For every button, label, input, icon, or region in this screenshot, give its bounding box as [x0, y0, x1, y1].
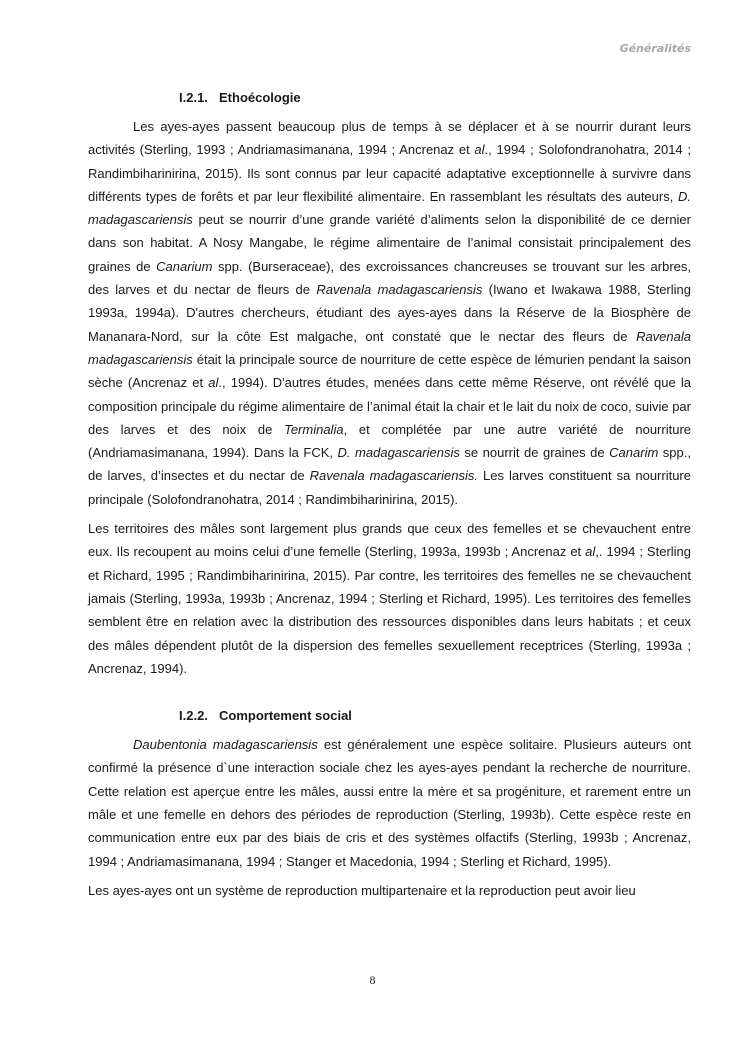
document-body — [88, 86, 691, 908]
section-heading-ethoecologie — [88, 86, 691, 109]
text-run: Les territoires des mâles sont largement plus grands que ceux des femelles et se chevauchent entre eux. Ils recoupent au moins celui d’une femelle (Sterling, 1993a, 1993b ; Ancrenaz et — [88, 521, 691, 560]
text-run: spp., de larves, d’insectes et du nectar de — [88, 445, 691, 484]
section-number: I.2.2. — [179, 708, 208, 724]
paragraph — [88, 733, 691, 873]
text-run: ,. 1994 ; Sterling et Richard, 1995 ; Randimbiharinirina, 2015). Par contre, les territoires des femelles ne se chevauchent jamais (Sterling, 1993a, 1993b ; Ancrenaz, 1994 ; Sterling et Richard, 1995). Les territoires des femelles semblent être en relation avec la distribution des ressources disponibles dans leurs habitats ; et ceux des mâles dépendent plutôt de la dispersion des femelles sexuellement receptrices (Sterling, 1993a ; Ancrenaz, 1994). — [88, 544, 692, 676]
text-run: ., 1994 ; Solofondranohatra, 2014 ; Randimbiharinirina, 2015). Ils sont connus par leur capacité adaptative exceptionnelle à survivre dans différents types de forêts et par leur flexibilité alimentaire. En rassemblant les résultats des auteurs, — [88, 142, 691, 204]
text-run: était la principale source de nourriture de cette espèce de lémurien pendant la saison sèche (Ancrenaz et — [88, 351, 691, 391]
text-run: se nourrit de graines de — [459, 445, 610, 461]
text-run: Les larves constituent sa nourriture principale (Solofondranohatra, 2014 ; Randimbiharinirina, 2015). — [88, 468, 691, 507]
text-run: peut se nourrir d’une grande variété d’aliments selon la disponibilité de ce dernier dans son habitat. A Nosy Mangabe, le régime alimentaire de l’animal consistait principalement des graines de — [88, 212, 691, 274]
italic-text: D. madagascariensis — [337, 445, 460, 461]
page-number: 8 — [369, 973, 376, 987]
italic-text: al — [474, 142, 485, 158]
section-number: I.2.1. — [179, 90, 208, 105]
italic-text: Terminalia — [284, 421, 344, 437]
italic-text: al — [208, 375, 219, 391]
italic-text: Canarium — [156, 258, 213, 274]
italic-text: Ravenala madagascariensis — [316, 282, 483, 298]
text-run: (Iwano et Iwakawa 1988, Sterling 1993a, 1994a). D'autres chercheurs, étudiant des ayes-ayes dans la Réserve de la Biosphère de Mananara-Nord, sur la côte Est malgache, ont constaté que le nectar des fleurs de — [88, 282, 691, 344]
text-run: Les ayes-ayes passent beaucoup plus de temps à se déplacer et à se nourrir durant leurs activités (Sterling, 1993 ; Andriamasimanana, 1994 ; Ancrenaz et — [88, 119, 691, 158]
paragraph — [88, 517, 691, 680]
text-run: , et complétée par une autre variété de nourriture (Andriamasimanana, 1994). Dans la FCK, — [88, 421, 691, 461]
section-heading-comportement-social — [88, 704, 691, 727]
italic-text: Daubentonia madagascariensis — [133, 737, 318, 753]
paragraph — [88, 879, 691, 902]
section-title: Ethoécologie — [219, 90, 301, 105]
section-title: Comportement social — [219, 708, 352, 724]
paragraph — [88, 115, 691, 511]
text-run: est généralement une espèce solitaire. Plusieurs auteurs ont confirmé la présence d`une interaction sociale chez les ayes-ayes pendant la recherche de nourriture. Cette relation est aperçue entre les mâles, aussi entre la mère et sa progéniture, et rarement entre un mâle et une femelle en dehors des périodes de reproduction (Sterling, 1993b). Cette espèce reste en communication entre eux par des biais de cris et des systèmes olfactifs (Sterling, 1993b ; Ancrenaz, 1994 ; Andriamasimanana, 1994 ; Stanger et Macedonia, 1994 ; Sterling et Richard, 1995). — [88, 737, 691, 869]
italic-text: Ravenala madagascariensis — [88, 328, 691, 367]
italic-text: al — [585, 544, 596, 560]
text-run: ., 1994). D'autres études, menées dans cette même Réserve, ont révélé que la composition principale du régime alimentaire de l’animal était la chair et le lait du noix de coco, suivie par des larves et des noix de — [88, 375, 691, 437]
italic-text: D. madagascariensis — [88, 188, 691, 228]
running-header: Généralités — [619, 42, 691, 55]
text-run: spp. (Burseraceae), des excroissances chancreuses se trouvant sur les arbres, des larves et du nectar de fleurs de — [88, 258, 692, 298]
italic-text: Canarim — [609, 445, 659, 461]
italic-text: Ravenala madagascariensis. — [309, 468, 478, 484]
text-run: Les ayes-ayes ont un système de reproduction multipartenaire et la reproduction peut avoir lieu — [88, 882, 636, 898]
